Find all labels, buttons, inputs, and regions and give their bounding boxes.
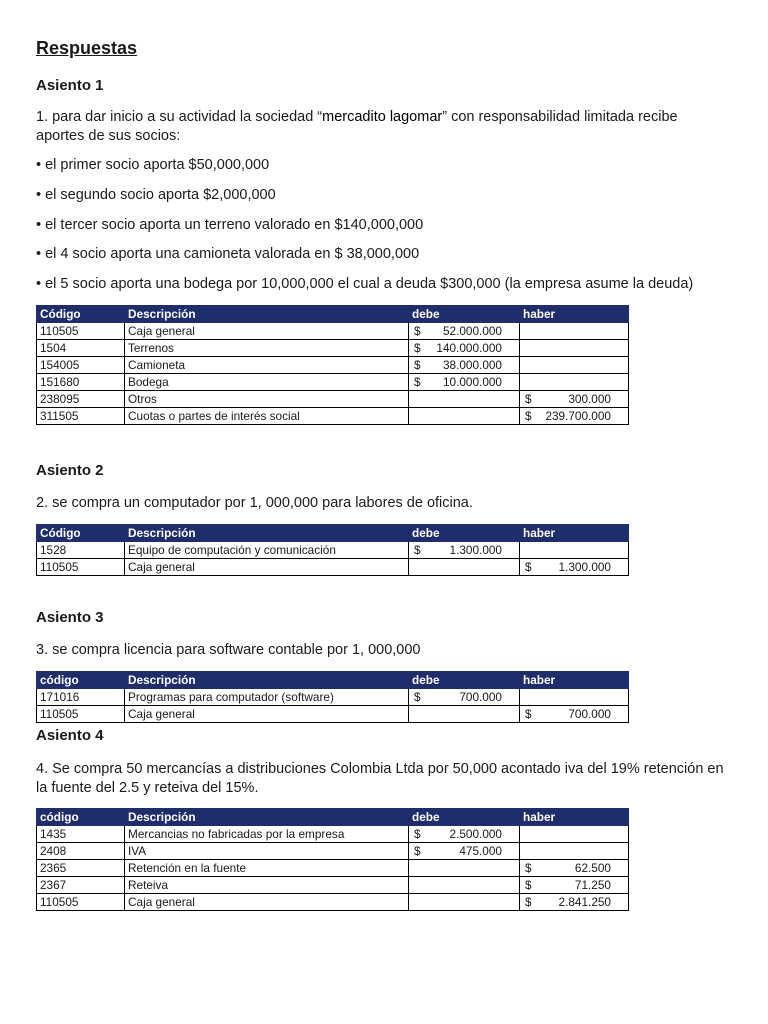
account-description: Retención en la fuente	[125, 860, 409, 877]
debe-cell	[409, 860, 520, 877]
currency-symbol: $	[414, 844, 421, 858]
header-code: Código	[37, 525, 125, 542]
table-row	[37, 843, 629, 860]
debe-amount: 10.000.000	[442, 375, 502, 389]
haber-cell	[520, 894, 629, 911]
table-row	[37, 860, 629, 877]
currency-symbol: $	[525, 878, 532, 892]
account-code: 151680	[37, 374, 125, 391]
asiento-1-intro	[36, 108, 728, 146]
header-debe: debe	[409, 306, 520, 323]
debe-cell	[409, 877, 520, 894]
asiento-3-title: Asiento 3	[36, 609, 104, 626]
debe-cell	[409, 559, 520, 576]
intro-text-start: 1. para dar inicio a su actividad la sociedad “	[36, 109, 323, 125]
asiento-2-intro: 2. se compra un computador por 1, 000,000 para labores de oficina.	[36, 495, 473, 511]
account-description: IVA	[125, 843, 409, 860]
haber-cell	[520, 689, 629, 706]
header-debe: debe	[409, 672, 520, 689]
header-code: Código	[37, 306, 125, 323]
header-haber: haber	[520, 525, 629, 542]
haber-cell	[520, 391, 629, 408]
currency-symbol: $	[525, 392, 532, 406]
haber-cell	[520, 323, 629, 340]
table-header-row	[37, 306, 629, 323]
header-code: código	[37, 672, 125, 689]
haber-amount: 300.000	[568, 392, 611, 406]
currency-symbol: $	[414, 324, 421, 338]
currency-symbol: $	[525, 861, 532, 875]
haber-cell	[520, 357, 629, 374]
currency-symbol: $	[414, 543, 421, 557]
haber-cell	[520, 843, 629, 860]
account-description: Caja general	[125, 706, 409, 723]
page-title: Respuestas	[36, 38, 138, 58]
account-description: Terrenos	[125, 340, 409, 357]
ledger-table	[36, 524, 629, 576]
header-code: código	[37, 809, 125, 826]
debe-amount: 2.500.000	[449, 827, 502, 841]
table-row	[37, 542, 629, 559]
table-row	[37, 559, 629, 576]
debe-cell	[409, 689, 520, 706]
haber-cell	[520, 559, 629, 576]
table-header-row	[37, 525, 629, 542]
haber-amount: 2.841.250	[558, 895, 611, 909]
debe-cell	[409, 323, 520, 340]
bullet-item: • el tercer socio aporta un terreno valorado en $140,000,000	[36, 217, 424, 233]
debe-cell	[409, 894, 520, 911]
asiento-4-title: Asiento 4	[36, 727, 104, 744]
asiento-2-title: Asiento 2	[36, 462, 104, 479]
table-row	[37, 357, 629, 374]
table-row	[37, 826, 629, 843]
header-haber: haber	[520, 306, 629, 323]
bullet-item: • el primer socio aporta $50,000,000	[36, 157, 270, 173]
bullet-item: • el 4 socio aporta una camioneta valorada en $ 38,000,000	[36, 246, 420, 262]
haber-cell	[520, 374, 629, 391]
debe-cell	[409, 374, 520, 391]
haber-amount: 1.300.000	[558, 560, 611, 574]
header-description: Descripción	[125, 525, 409, 542]
account-code: 2365	[37, 860, 125, 877]
account-code: 110505	[37, 323, 125, 340]
header-debe: debe	[409, 525, 520, 542]
debe-cell	[409, 542, 520, 559]
haber-cell	[520, 826, 629, 843]
account-description: Camioneta	[125, 357, 409, 374]
table-row	[37, 374, 629, 391]
account-code: 2408	[37, 843, 125, 860]
account-description: Caja general	[125, 894, 409, 911]
header-description: Descripción	[125, 306, 409, 323]
haber-cell	[520, 340, 629, 357]
asiento-4-intro: 4. Se compra 50 mercancías a distribuciones Colombia Ltda por 50,000 acontado iva del 19% retención en la fuente del 2.5 y reteiva del 15%.	[36, 761, 724, 796]
haber-amount: 62.500	[574, 861, 611, 875]
account-code: 154005	[37, 357, 125, 374]
account-description: Caja general	[125, 323, 409, 340]
account-description: Equipo de computación y comunicación	[125, 542, 409, 559]
table-row	[37, 689, 629, 706]
account-code: 110505	[37, 706, 125, 723]
account-code: 1528	[37, 542, 125, 559]
currency-symbol: $	[525, 707, 532, 721]
currency-symbol: $	[525, 895, 532, 909]
currency-symbol: $	[414, 690, 421, 704]
debe-cell	[409, 826, 520, 843]
account-code: 110505	[37, 894, 125, 911]
ledger-table	[36, 671, 629, 723]
account-code: 1504	[37, 340, 125, 357]
debe-amount: 140.000.000	[436, 341, 502, 355]
debe-amount: 700.000	[459, 690, 502, 704]
account-description: Mercancias no fabricadas por la empresa	[125, 826, 409, 843]
haber-cell	[520, 877, 629, 894]
ledger-table	[36, 305, 629, 425]
table-row	[37, 894, 629, 911]
account-description: Caja general	[125, 559, 409, 576]
table-row	[37, 408, 629, 425]
haber-cell	[520, 860, 629, 877]
asiento-1-title: Asiento 1	[36, 77, 104, 94]
header-debe: debe	[409, 809, 520, 826]
debe-cell	[409, 391, 520, 408]
bullet-item: • el 5 socio aporta una bodega por 10,000,000 el cual a deuda $300,000 (la empresa asume la deuda)	[36, 276, 694, 292]
header-description: Descripción	[125, 809, 409, 826]
haber-amount: 700.000	[568, 707, 611, 721]
company-name: mercadito lagomar	[322, 109, 443, 125]
account-code: 1435	[37, 826, 125, 843]
account-code: 311505	[37, 408, 125, 425]
account-code: 110505	[37, 559, 125, 576]
account-code: 171016	[37, 689, 125, 706]
debe-cell	[409, 408, 520, 425]
account-description: Programas para computador (software)	[125, 689, 409, 706]
account-code: 2367	[37, 877, 125, 894]
account-description: Bodega	[125, 374, 409, 391]
haber-cell	[520, 706, 629, 723]
table-row	[37, 340, 629, 357]
debe-amount: 52.000.000	[442, 324, 502, 338]
table-header-row	[37, 809, 629, 826]
debe-amount: 1.300.000	[449, 543, 502, 557]
currency-symbol: $	[525, 409, 532, 423]
currency-symbol: $	[414, 358, 421, 372]
table-row	[37, 706, 629, 723]
header-description: Descripción	[125, 672, 409, 689]
account-description: Cuotas o partes de interés social	[125, 408, 409, 425]
asiento-3-intro: 3. se compra licencia para software contable por 1, 000,000	[36, 642, 421, 658]
bullet-item: • el segundo socio aporta $2,000,000	[36, 187, 276, 203]
intro-text-end: ” con responsabilidad limitada recibe aportes de sus socios:	[36, 109, 678, 144]
table-header-row	[37, 672, 629, 689]
haber-cell	[520, 542, 629, 559]
debe-cell	[409, 706, 520, 723]
table-row	[37, 323, 629, 340]
haber-amount: 239.700.000	[545, 409, 611, 423]
currency-symbol: $	[525, 560, 532, 574]
account-description: Reteiva	[125, 877, 409, 894]
ledger-table	[36, 808, 629, 911]
debe-amount: 38.000.000	[442, 358, 502, 372]
table-row	[37, 877, 629, 894]
account-code: 238095	[37, 391, 125, 408]
currency-symbol: $	[414, 375, 421, 389]
table-row	[37, 391, 629, 408]
debe-cell	[409, 843, 520, 860]
debe-cell	[409, 357, 520, 374]
debe-amount: 475.000	[459, 844, 502, 858]
account-description: Otros	[125, 391, 409, 408]
currency-symbol: $	[414, 341, 421, 355]
currency-symbol: $	[414, 827, 421, 841]
debe-cell	[409, 340, 520, 357]
header-haber: haber	[520, 672, 629, 689]
haber-cell	[520, 408, 629, 425]
header-haber: haber	[520, 809, 629, 826]
haber-amount: 71.250	[574, 878, 611, 892]
